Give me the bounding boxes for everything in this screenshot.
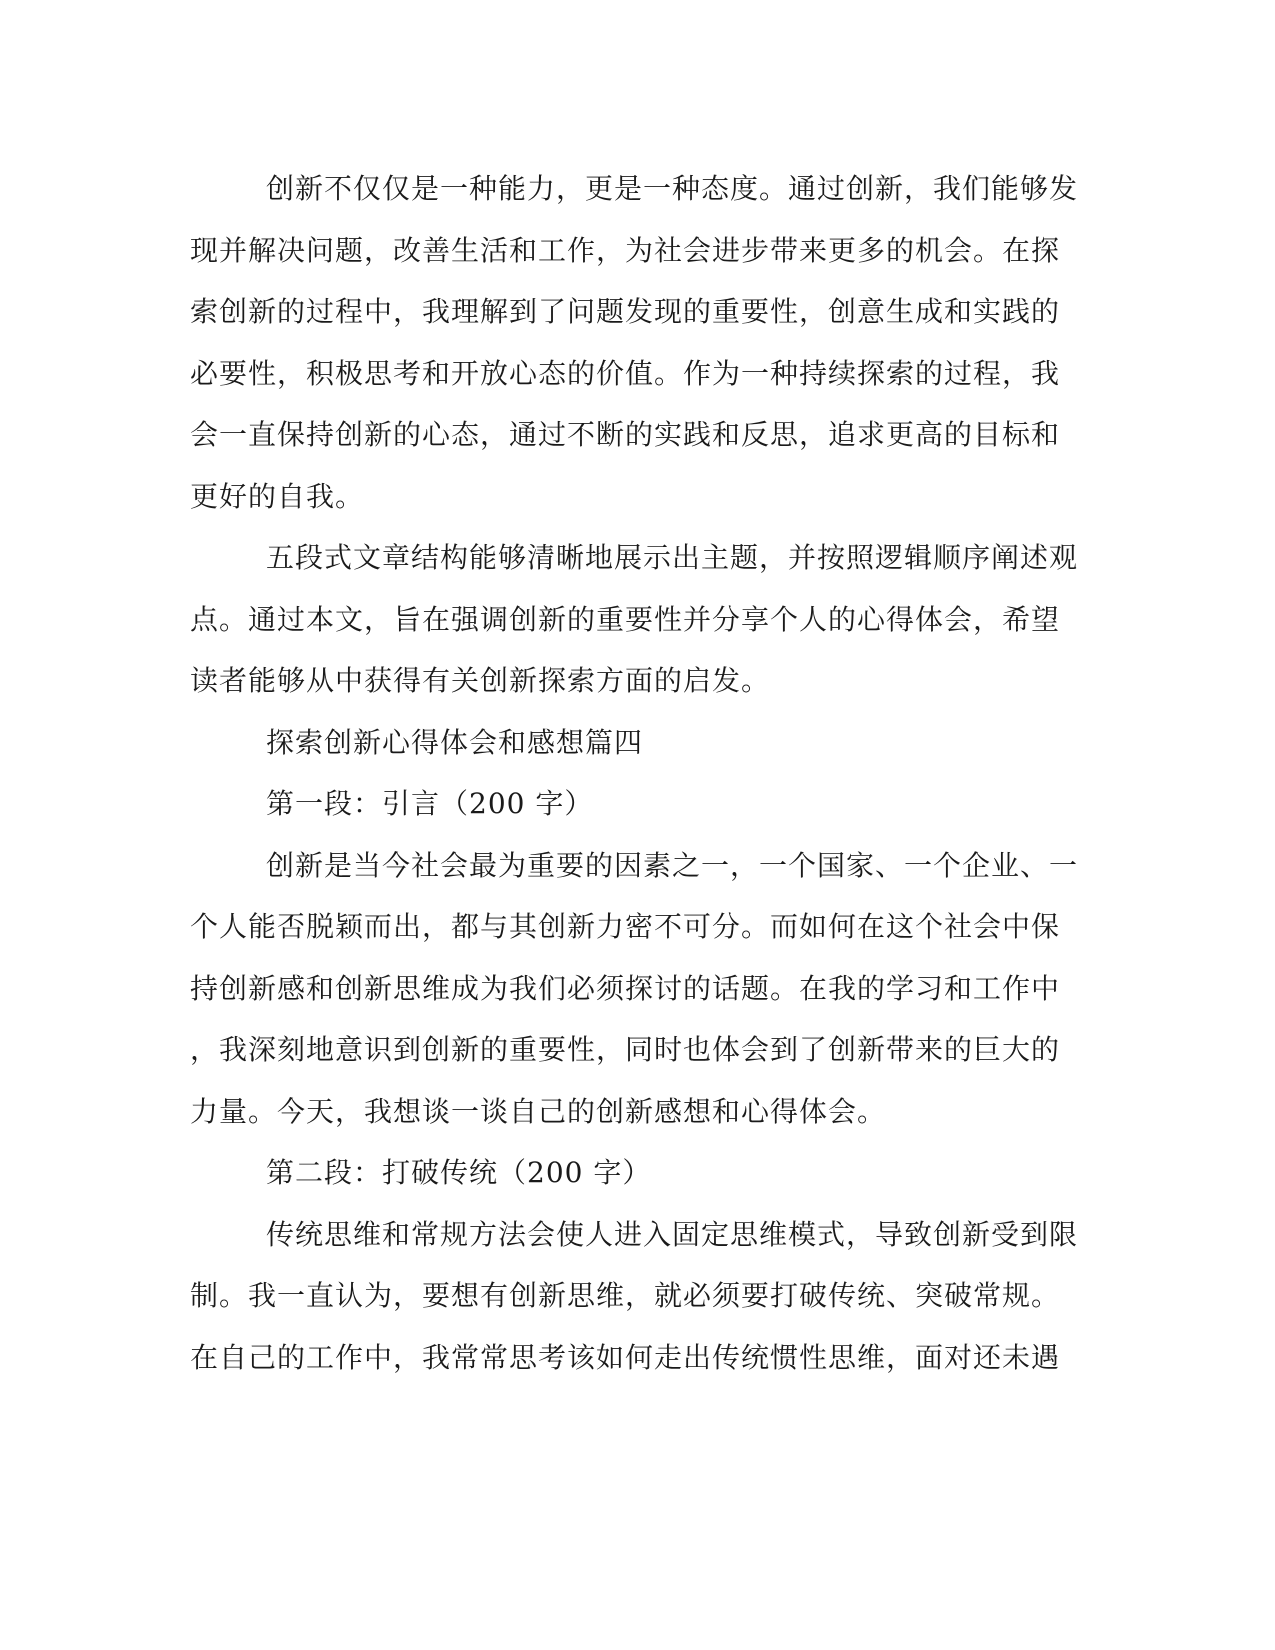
text-line: 制。我一直认为，要想有创新思维，就必须要打破传统、突破常规。	[190, 1279, 1061, 1312]
subheading-break-tradition	[190, 1142, 1070, 1204]
paragraph-innovation-attitude	[190, 158, 1079, 527]
text-line: 五段式文章结构能够清晰地展示出主题，并按照逻辑顺序阐述观	[266, 541, 1079, 574]
section-heading-part-four	[190, 712, 1070, 774]
text-line: 会一直保持创新的心态，通过不断的实践和反思，追求更高的目标和	[190, 418, 1061, 451]
text-line: 持创新感和创新思维成为我们必须探讨的话题。在我的学习和工作中	[190, 971, 1061, 1005]
text-line: 在自己的工作中，我常常思考该如何走出传统惯性思维，面对还未遇	[190, 1340, 1061, 1374]
document-body	[190, 158, 1079, 1388]
text-line: ，我深刻地意识到创新的重要性，同时也体会到了创新带来的巨大的	[190, 1033, 1061, 1066]
subheading-introduction	[190, 773, 1070, 835]
text-line: 创新是当今社会最为重要的因素之一，一个国家、一个企业、一	[266, 848, 1079, 882]
paragraph-introduction	[190, 835, 1079, 1143]
text-line: 点。通过本文，旨在强调创新的重要性并分享个人的心得体会，希望	[190, 602, 1061, 636]
text-line: 更好的自我。	[190, 479, 365, 513]
text-line: 传统思维和常规方法会使人进入固定思维模式，导致创新受到限	[266, 1217, 1079, 1251]
text-line: 必要性，积极思考和开放心态的价值。作为一种持续探索的过程，我	[190, 356, 1061, 390]
text-line: 索创新的过程中，我理解到了问题发现的重要性，创意生成和实践的	[190, 295, 1061, 328]
text-line: 读者能够从中获得有关创新探索方面的启发。	[190, 664, 771, 697]
text-line: 个人能否脱颖而出，都与其创新力密不可分。而如何在这个社会中保	[190, 910, 1061, 943]
paragraph-break-tradition	[190, 1204, 1079, 1389]
section-heading: 探索创新心得体会和感想篇四	[266, 725, 644, 759]
subheading: 第一段：引言（200 字）	[266, 787, 594, 820]
paragraph-five-part-structure	[190, 527, 1079, 712]
text-line: 创新不仅仅是一种能力，更是一种态度。通过创新，我们能够发	[266, 172, 1079, 205]
subheading: 第二段：打破传统（200 字）	[266, 1156, 652, 1189]
text-line: 现并解决问题，改善生活和工作，为社会进步带来更多的机会。在探	[190, 233, 1061, 267]
text-line: 力量。今天，我想谈一谈自己的创新感想和心得体会。	[190, 1094, 887, 1128]
